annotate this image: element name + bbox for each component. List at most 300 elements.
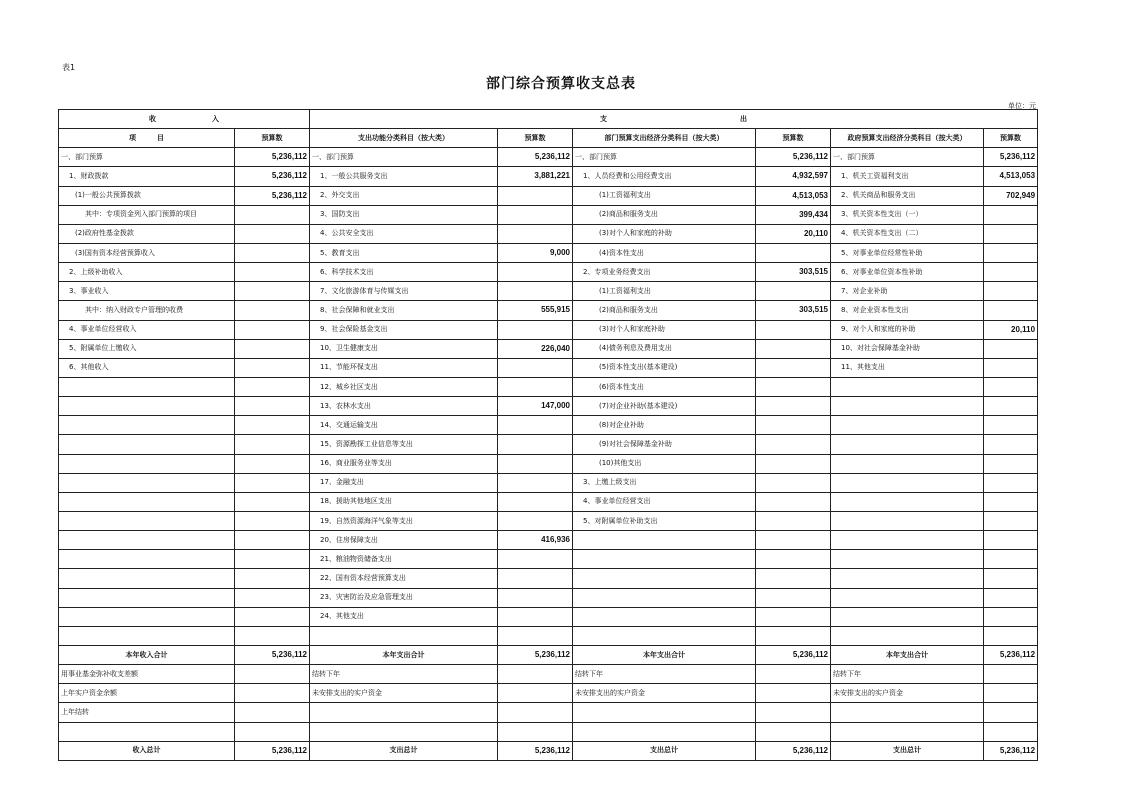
unit-label: 单位：元: [1008, 102, 1036, 110]
item-label-cell: 6、对事业单位资本性补助: [831, 263, 984, 282]
budget-amount-cell: [984, 703, 1038, 722]
budget-amount-cell: [235, 665, 310, 684]
item-label-cell: 一、部门预算: [831, 148, 984, 167]
budget-amount-cell: [756, 550, 831, 569]
budget-amount-cell: [756, 703, 831, 722]
budget-amount-cell: [984, 511, 1038, 530]
item-label-cell: 上年实户资金余额: [59, 684, 235, 703]
item-label-cell: 4、事业单位经营支出: [573, 492, 756, 511]
section-header-row: [59, 110, 1038, 129]
budget-amount-cell: [984, 416, 1038, 435]
item-label-cell: (2)商品和服务支出: [573, 301, 756, 320]
table-row: [59, 339, 1038, 358]
col-header: 部门预算支出经济分类科目（按大类）: [573, 129, 756, 148]
budget-amount-cell: [984, 722, 1038, 741]
budget-amount-cell: 4,513,053: [756, 186, 831, 205]
table-row: [59, 454, 1038, 473]
budget-amount-cell: [984, 282, 1038, 301]
item-label-cell: 24、其他支出: [310, 607, 498, 626]
item-label-cell: [831, 435, 984, 454]
table-row: [59, 531, 1038, 550]
budget-amount-cell: [235, 377, 310, 396]
item-label-cell: 3、国防支出: [310, 205, 498, 224]
budget-summary-table: [58, 109, 1038, 761]
item-label-cell: 4、事业单位经营收入: [59, 320, 235, 339]
budget-amount-cell: [984, 588, 1038, 607]
budget-amount-cell: [984, 531, 1038, 550]
item-label-cell: 3、机关资本性支出（一）: [831, 205, 984, 224]
item-label-cell: [831, 607, 984, 626]
item-label-cell: (2)商品和服务支出: [573, 205, 756, 224]
budget-amount-cell: [984, 243, 1038, 262]
budget-amount-cell: 5,236,112: [498, 148, 573, 167]
budget-amount-cell: [984, 454, 1038, 473]
col-header: 预算数: [498, 129, 573, 148]
item-label-cell: 用事业基金弥补收支差额: [59, 665, 235, 684]
budget-amount-cell: [498, 684, 573, 703]
budget-amount-cell: [498, 205, 573, 224]
item-label-cell: [831, 473, 984, 492]
item-label-cell: [310, 722, 498, 741]
budget-amount-cell: [498, 224, 573, 243]
budget-amount-cell: [498, 377, 573, 396]
budget-amount-cell: [235, 703, 310, 722]
budget-amount-cell: [498, 454, 573, 473]
table-row: [59, 435, 1038, 454]
item-label-cell: 本年支出合计: [831, 645, 984, 664]
item-label-cell: (6)资本性支出: [573, 377, 756, 396]
item-label-cell: 2、机关商品和服务支出: [831, 186, 984, 205]
item-label-cell: [831, 626, 984, 645]
budget-amount-cell: [235, 205, 310, 224]
item-label-cell: 7、文化旅游体育与传媒支出: [310, 282, 498, 301]
budget-amount-cell: 5,236,112: [235, 741, 310, 760]
budget-amount-cell: [498, 588, 573, 607]
item-label-cell: [59, 454, 235, 473]
budget-amount-cell: 4,932,597: [756, 167, 831, 186]
budget-amount-cell: [984, 263, 1038, 282]
budget-amount-cell: [498, 186, 573, 205]
budget-amount-cell: [498, 416, 573, 435]
table-row: [59, 665, 1038, 684]
item-label-cell: [831, 722, 984, 741]
item-label-cell: 13、农林水支出: [310, 397, 498, 416]
budget-amount-cell: [498, 569, 573, 588]
item-label-cell: 23、灾害防治及应急管理支出: [310, 588, 498, 607]
item-label-cell: [831, 416, 984, 435]
item-label-cell: [831, 703, 984, 722]
table-row: [59, 167, 1038, 186]
budget-amount-cell: 9,000: [498, 243, 573, 262]
budget-amount-cell: [235, 588, 310, 607]
table-row: [59, 377, 1038, 396]
item-label-cell: [831, 511, 984, 530]
col-header: 预算数: [984, 129, 1038, 148]
item-label-cell: 一、部门预算: [59, 148, 235, 167]
budget-amount-cell: [984, 607, 1038, 626]
budget-amount-cell: [498, 320, 573, 339]
budget-amount-cell: [984, 339, 1038, 358]
item-label-cell: [59, 435, 235, 454]
item-label-cell: [831, 492, 984, 511]
item-label-cell: 1、一般公共服务支出: [310, 167, 498, 186]
item-label-cell: 2、外交支出: [310, 186, 498, 205]
item-label-cell: [59, 588, 235, 607]
table-row: [59, 511, 1038, 530]
item-label-cell: [831, 569, 984, 588]
table-row: [59, 607, 1038, 626]
col-header: 支出功能分类科目（按大类）: [310, 129, 498, 148]
budget-amount-cell: 5,236,112: [756, 148, 831, 167]
budget-amount-cell: [498, 722, 573, 741]
col-header: 预算数: [235, 129, 310, 148]
budget-amount-cell: [756, 397, 831, 416]
budget-amount-cell: 5,236,112: [984, 148, 1038, 167]
budget-amount-cell: [235, 358, 310, 377]
item-label-cell: 结转下年: [573, 665, 756, 684]
budget-amount-cell: [498, 626, 573, 645]
item-label-cell: 4、公共安全支出: [310, 224, 498, 243]
item-label-cell: 结转下年: [310, 665, 498, 684]
budget-amount-cell: [984, 684, 1038, 703]
budget-amount-cell: [235, 569, 310, 588]
budget-amount-cell: [984, 550, 1038, 569]
table-row: [59, 550, 1038, 569]
item-label-cell: 5、对附属单位补助支出: [573, 511, 756, 530]
budget-amount-cell: [235, 224, 310, 243]
item-label-cell: 本年支出合计: [573, 645, 756, 664]
item-label-cell: [573, 722, 756, 741]
item-label-cell: 5、对事业单位经常性补助: [831, 243, 984, 262]
budget-amount-cell: 20,110: [984, 320, 1038, 339]
item-label-cell: 21、粮油物资储备支出: [310, 550, 498, 569]
table-row: [59, 320, 1038, 339]
budget-amount-cell: 555,915: [498, 301, 573, 320]
item-label-cell: [59, 550, 235, 569]
budget-amount-cell: 5,236,112: [984, 741, 1038, 760]
page-title: 部门综合预算收支总表: [486, 76, 636, 92]
expense-section-header: 支 出: [310, 110, 1038, 129]
item-label-cell: 14、交通运输支出: [310, 416, 498, 435]
budget-amount-cell: 303,515: [756, 263, 831, 282]
budget-amount-cell: [235, 416, 310, 435]
item-label-cell: 15、资源勘探工业信息等支出: [310, 435, 498, 454]
table-row: [59, 569, 1038, 588]
budget-amount-cell: 303,515: [756, 301, 831, 320]
budget-amount-cell: [756, 454, 831, 473]
item-label-cell: 6、其他收入: [59, 358, 235, 377]
budget-amount-cell: [756, 531, 831, 550]
budget-amount-cell: [235, 684, 310, 703]
budget-amount-cell: [984, 626, 1038, 645]
item-label-cell: 19、自然资源海洋气象等支出: [310, 511, 498, 530]
budget-amount-cell: [235, 435, 310, 454]
item-label-cell: [310, 626, 498, 645]
item-label-cell: 支出总计: [310, 741, 498, 760]
item-label-cell: 4、机关资本性支出（二）: [831, 224, 984, 243]
column-header-row: [59, 129, 1038, 148]
budget-amount-cell: [756, 626, 831, 645]
item-label-cell: [59, 397, 235, 416]
budget-amount-cell: 147,000: [498, 397, 573, 416]
item-label-cell: 本年支出合计: [310, 645, 498, 664]
budget-amount-cell: [235, 626, 310, 645]
budget-amount-cell: [498, 550, 573, 569]
item-label-cell: 20、住房保障支出: [310, 531, 498, 550]
table-row: [59, 263, 1038, 282]
item-label-cell: 1、财政拨款: [59, 167, 235, 186]
item-label-cell: [573, 703, 756, 722]
item-label-cell: 未安排支出的实户资金: [573, 684, 756, 703]
budget-amount-cell: [756, 588, 831, 607]
table-row: [59, 588, 1038, 607]
table-row: [59, 416, 1038, 435]
budget-amount-cell: [235, 243, 310, 262]
table-row: [59, 186, 1038, 205]
item-label-cell: [573, 550, 756, 569]
table-number-tag: 表1: [62, 63, 76, 72]
item-label-cell: [59, 511, 235, 530]
item-label-cell: 上年结转: [59, 703, 235, 722]
item-label-cell: 未安排支出的实户资金: [831, 684, 984, 703]
table-row: [59, 473, 1038, 492]
item-label-cell: 其中：纳入财政专户管理的收费: [59, 301, 235, 320]
item-label-cell: [831, 531, 984, 550]
table-row: [59, 243, 1038, 262]
budget-amount-cell: [235, 263, 310, 282]
item-label-cell: (10)其他支出: [573, 454, 756, 473]
item-label-cell: 7、对企业补助: [831, 282, 984, 301]
item-label-cell: 17、金融支出: [310, 473, 498, 492]
item-label-cell: [59, 722, 235, 741]
table-row: [59, 301, 1038, 320]
item-label-cell: 一、部门预算: [310, 148, 498, 167]
item-label-cell: [573, 531, 756, 550]
item-label-cell: [831, 377, 984, 396]
item-label-cell: 其中：专项资金列入部门预算的项目: [59, 205, 235, 224]
budget-amount-cell: 20,110: [756, 224, 831, 243]
table-row: [59, 148, 1038, 167]
item-label-cell: 8、社会保障和就业支出: [310, 301, 498, 320]
budget-amount-cell: [235, 454, 310, 473]
col-header: 政府预算支出经济分类科目（按大类）: [831, 129, 984, 148]
table-row: [59, 703, 1038, 722]
budget-amount-cell: [756, 684, 831, 703]
item-label-cell: (1)一般公共预算拨款: [59, 186, 235, 205]
budget-amount-cell: [235, 339, 310, 358]
item-label-cell: 3、上缴上级支出: [573, 473, 756, 492]
annual-total-row: [59, 645, 1038, 664]
item-label-cell: 8、对企业资本性支出: [831, 301, 984, 320]
item-label-cell: 16、商业服务业等支出: [310, 454, 498, 473]
budget-amount-cell: [235, 511, 310, 530]
budget-amount-cell: [498, 511, 573, 530]
budget-amount-cell: [984, 665, 1038, 684]
budget-amount-cell: 702,949: [984, 186, 1038, 205]
budget-amount-cell: [984, 435, 1038, 454]
budget-amount-cell: [984, 377, 1038, 396]
budget-amount-cell: [756, 435, 831, 454]
item-label-cell: 22、国有资本经营预算支出: [310, 569, 498, 588]
budget-amount-cell: 5,236,112: [756, 645, 831, 664]
item-label-cell: 10、对社会保障基金补助: [831, 339, 984, 358]
item-label-cell: 支出总计: [573, 741, 756, 760]
item-label-cell: (4)债务利息及费用支出: [573, 339, 756, 358]
budget-amount-cell: [235, 397, 310, 416]
item-label-cell: [310, 703, 498, 722]
item-label-cell: 5、附属单位上缴收入: [59, 339, 235, 358]
item-label-cell: (3)国有资本经营预算收入: [59, 243, 235, 262]
item-label-cell: 一、部门预算: [573, 148, 756, 167]
budget-amount-cell: [756, 569, 831, 588]
table-row: [59, 684, 1038, 703]
item-label-cell: 本年收入合计: [59, 645, 235, 664]
income-section-header: 收 入: [59, 110, 310, 129]
budget-amount-cell: [756, 377, 831, 396]
item-label-cell: 结转下年: [831, 665, 984, 684]
item-label-cell: 6、科学技术支出: [310, 263, 498, 282]
item-label-cell: [59, 377, 235, 396]
budget-amount-cell: [235, 607, 310, 626]
item-label-cell: 11、其他支出: [831, 358, 984, 377]
table-row: [59, 205, 1038, 224]
budget-amount-cell: [984, 569, 1038, 588]
item-label-cell: [59, 607, 235, 626]
item-label-cell: 11、节能环保支出: [310, 358, 498, 377]
item-label-cell: [59, 569, 235, 588]
item-label-cell: [59, 492, 235, 511]
budget-amount-cell: [984, 358, 1038, 377]
budget-amount-cell: [498, 665, 573, 684]
budget-amount-cell: [756, 320, 831, 339]
budget-amount-cell: [756, 511, 831, 530]
item-label-cell: 18、援助其他地区支出: [310, 492, 498, 511]
item-label-cell: (9)对社会保障基金补助: [573, 435, 756, 454]
budget-amount-cell: [756, 282, 831, 301]
table-row: [59, 626, 1038, 645]
budget-amount-cell: [756, 416, 831, 435]
table-row: [59, 358, 1038, 377]
budget-amount-cell: 5,236,112: [498, 645, 573, 664]
item-label-cell: 支出总计: [831, 741, 984, 760]
item-label-cell: [573, 569, 756, 588]
item-label-cell: 未安排支出的实户资金: [310, 684, 498, 703]
item-label-cell: 3、事业收入: [59, 282, 235, 301]
budget-amount-cell: [235, 531, 310, 550]
budget-amount-cell: 5,236,112: [984, 645, 1038, 664]
budget-amount-cell: 5,236,112: [498, 741, 573, 760]
budget-amount-cell: [498, 492, 573, 511]
budget-amount-cell: [756, 358, 831, 377]
budget-amount-cell: 5,236,112: [235, 148, 310, 167]
item-label-cell: 1、人员经费和公用经费支出: [573, 167, 756, 186]
item-label-cell: [831, 397, 984, 416]
budget-amount-cell: [235, 282, 310, 301]
budget-amount-cell: [984, 205, 1038, 224]
budget-amount-cell: 399,434: [756, 205, 831, 224]
item-label-cell: 5、教育支出: [310, 243, 498, 262]
item-label-cell: 9、社会保险基金支出: [310, 320, 498, 339]
budget-amount-cell: 5,236,112: [235, 186, 310, 205]
item-label-cell: [59, 626, 235, 645]
budget-amount-cell: [235, 492, 310, 511]
item-label-cell: 2、上级补助收入: [59, 263, 235, 282]
grand-total-row: [59, 741, 1038, 760]
budget-amount-cell: [756, 243, 831, 262]
table-row: [59, 397, 1038, 416]
budget-amount-cell: [235, 473, 310, 492]
budget-amount-cell: [756, 492, 831, 511]
item-label-cell: 12、城乡社区支出: [310, 377, 498, 396]
item-label-cell: (8)对企业补助: [573, 416, 756, 435]
item-label-cell: 1、机关工资福利支出: [831, 167, 984, 186]
budget-amount-cell: [984, 301, 1038, 320]
item-label-cell: [831, 454, 984, 473]
item-label-cell: [831, 588, 984, 607]
budget-amount-cell: [498, 473, 573, 492]
budget-amount-cell: [498, 358, 573, 377]
item-label-cell: 10、卫生健康支出: [310, 339, 498, 358]
budget-amount-cell: [235, 722, 310, 741]
item-label-cell: (1)工资福利支出: [573, 186, 756, 205]
budget-amount-cell: 5,236,112: [235, 645, 310, 664]
item-label-cell: 收入总计: [59, 741, 235, 760]
budget-amount-cell: [235, 320, 310, 339]
budget-amount-cell: [498, 435, 573, 454]
budget-amount-cell: [756, 339, 831, 358]
item-label-cell: (3)对个人和家庭的补助: [573, 224, 756, 243]
budget-amount-cell: 4,513,053: [984, 167, 1038, 186]
item-label-cell: 2、专项业务经费支出: [573, 263, 756, 282]
budget-amount-cell: [756, 607, 831, 626]
item-label-cell: (5)资本性支出(基本建设): [573, 358, 756, 377]
item-label-cell: [831, 550, 984, 569]
table-row: [59, 282, 1038, 301]
budget-amount-cell: [984, 224, 1038, 243]
budget-amount-cell: [498, 282, 573, 301]
item-label-cell: [573, 626, 756, 645]
budget-amount-cell: [235, 301, 310, 320]
budget-amount-cell: 226,040: [498, 339, 573, 358]
item-label-cell: [59, 473, 235, 492]
item-label-cell: [573, 607, 756, 626]
col-header: 项 目: [59, 129, 235, 148]
budget-amount-cell: [235, 550, 310, 569]
budget-amount-cell: 5,236,112: [756, 741, 831, 760]
budget-amount-cell: [984, 473, 1038, 492]
table-row: [59, 492, 1038, 511]
table-row: [59, 722, 1038, 741]
budget-amount-cell: 3,881,221: [498, 167, 573, 186]
item-label-cell: [59, 531, 235, 550]
budget-amount-cell: [756, 722, 831, 741]
item-label-cell: 9、对个人和家庭的补助: [831, 320, 984, 339]
budget-amount-cell: 416,936: [498, 531, 573, 550]
item-label-cell: [573, 588, 756, 607]
item-label-cell: (2)政府性基金拨款: [59, 224, 235, 243]
col-header: 预算数: [756, 129, 831, 148]
budget-amount-cell: 5,236,112: [235, 167, 310, 186]
budget-amount-cell: [756, 473, 831, 492]
budget-amount-cell: [984, 492, 1038, 511]
budget-amount-cell: [498, 263, 573, 282]
item-label-cell: (4)资本性支出: [573, 243, 756, 262]
table-row: [59, 224, 1038, 243]
item-label-cell: (3)对个人和家庭补助: [573, 320, 756, 339]
item-label-cell: (1)工资福利支出: [573, 282, 756, 301]
budget-amount-cell: [756, 665, 831, 684]
item-label-cell: (7)对企业补助(基本建设): [573, 397, 756, 416]
